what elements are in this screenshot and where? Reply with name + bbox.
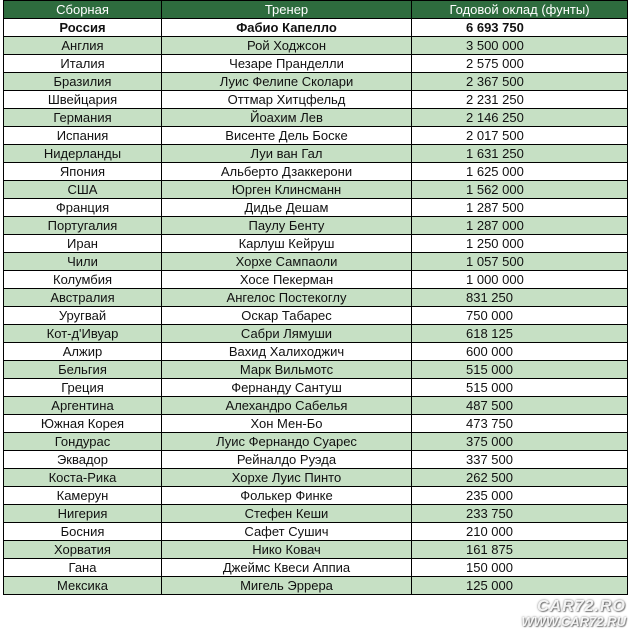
salary-cell: 1 562 000	[412, 181, 628, 199]
header-row	[4, 1, 628, 19]
table-row	[4, 343, 628, 361]
table-row	[4, 271, 628, 289]
team-cell: Уругвай	[4, 307, 162, 325]
team-cell: Алжир	[4, 343, 162, 361]
table-row	[4, 559, 628, 577]
team-cell: Италия	[4, 55, 162, 73]
team-cell: Россия	[4, 19, 162, 37]
salary-cell: 375 000	[412, 433, 628, 451]
team-cell: Гана	[4, 559, 162, 577]
coach-cell: Хорхе Сампаоли	[162, 253, 412, 271]
table-row	[4, 253, 628, 271]
table-row	[4, 397, 628, 415]
column-header-coach: Тренер	[162, 1, 412, 19]
column-header-salary: Годовой оклад (фунты)	[412, 1, 628, 19]
salary-cell: 1 625 000	[412, 163, 628, 181]
coach-cell: Хорхе Луис Пинто	[162, 469, 412, 487]
team-cell: Австралия	[4, 289, 162, 307]
coach-cell: Луис Фернандо Суарес	[162, 433, 412, 451]
table-row	[4, 523, 628, 541]
salary-cell: 233 750	[412, 505, 628, 523]
team-cell: Швейцария	[4, 91, 162, 109]
team-cell: Германия	[4, 109, 162, 127]
team-cell: Коста-Рика	[4, 469, 162, 487]
coach-cell: Ангелос Постекоглу	[162, 289, 412, 307]
team-cell: Иран	[4, 235, 162, 253]
coach-cell: Сафет Сушич	[162, 523, 412, 541]
table-row	[4, 415, 628, 433]
salary-cell: 1 057 500	[412, 253, 628, 271]
team-cell: Аргентина	[4, 397, 162, 415]
table-row	[4, 181, 628, 199]
table-row	[4, 505, 628, 523]
table-row	[4, 73, 628, 91]
coach-cell: Хон Мен-Бо	[162, 415, 412, 433]
table-row	[4, 487, 628, 505]
table-row	[4, 235, 628, 253]
salary-cell: 600 000	[412, 343, 628, 361]
coach-cell: Луи ван Гал	[162, 145, 412, 163]
salary-cell: 337 500	[412, 451, 628, 469]
team-cell: Чили	[4, 253, 162, 271]
table-row	[4, 325, 628, 343]
table-row	[4, 109, 628, 127]
salary-cell: 3 500 000	[412, 37, 628, 55]
team-cell: Эквадор	[4, 451, 162, 469]
coach-cell: Мигель Эррера	[162, 577, 412, 595]
team-cell: Камерун	[4, 487, 162, 505]
team-cell: Гондурас	[4, 433, 162, 451]
table-row	[4, 541, 628, 559]
coach-cell: Оттмар Хитцфельд	[162, 91, 412, 109]
team-cell: Мексика	[4, 577, 162, 595]
salary-cell: 6 693 750	[412, 19, 628, 37]
table-row	[4, 163, 628, 181]
coach-cell: Марк Вильмотс	[162, 361, 412, 379]
coach-cell: Фернанду Сантуш	[162, 379, 412, 397]
coach-cell: Фабио Капелло	[162, 19, 412, 37]
table-row	[4, 55, 628, 73]
team-cell: Колумбия	[4, 271, 162, 289]
salary-cell: 515 000	[412, 379, 628, 397]
coach-cell: Фолькер Финке	[162, 487, 412, 505]
coach-cell: Вахид Халиходжич	[162, 343, 412, 361]
table-row	[4, 451, 628, 469]
table-row	[4, 199, 628, 217]
salary-cell: 2 231 250	[412, 91, 628, 109]
team-cell: Греция	[4, 379, 162, 397]
coach-cell: Висенте Дель Боске	[162, 127, 412, 145]
salary-cell: 1 631 250	[412, 145, 628, 163]
coach-cell: Паулу Бенту	[162, 217, 412, 235]
table-row	[4, 19, 628, 37]
coach-cell: Стефен Кеши	[162, 505, 412, 523]
table-row	[4, 91, 628, 109]
coach-cell: Сабри Лямуши	[162, 325, 412, 343]
team-cell: Англия	[4, 37, 162, 55]
coach-cell: Рой Ходжсон	[162, 37, 412, 55]
table-row	[4, 469, 628, 487]
team-cell: Нидерланды	[4, 145, 162, 163]
salary-cell: 161 875	[412, 541, 628, 559]
salary-cell: 150 000	[412, 559, 628, 577]
team-cell: Франция	[4, 199, 162, 217]
salary-cell: 515 000	[412, 361, 628, 379]
table-row	[4, 577, 628, 595]
coach-cell: Луис Фелипе Сколари	[162, 73, 412, 91]
salary-cell: 831 250	[412, 289, 628, 307]
salary-cell: 1 287 500	[412, 199, 628, 217]
coach-cell: Альберто Дзаккерони	[162, 163, 412, 181]
salary-cell: 235 000	[412, 487, 628, 505]
team-cell: Босния	[4, 523, 162, 541]
team-cell: Хорватия	[4, 541, 162, 559]
coach-cell: Юрген Клинсманн	[162, 181, 412, 199]
salary-cell: 618 125	[412, 325, 628, 343]
coach-cell: Алехандро Сабелья	[162, 397, 412, 415]
watermark-logo: CAR72.RO	[537, 598, 626, 615]
team-cell: Португалия	[4, 217, 162, 235]
coach-cell: Рейналдо Руэда	[162, 451, 412, 469]
team-cell: Кот-д'Ивуар	[4, 325, 162, 343]
salary-cell: 2 146 250	[412, 109, 628, 127]
table-row	[4, 37, 628, 55]
team-cell: Бельгия	[4, 361, 162, 379]
team-cell: Нигерия	[4, 505, 162, 523]
salary-cell: 1 287 000	[412, 217, 628, 235]
salary-cell: 262 500	[412, 469, 628, 487]
coach-cell: Дидье Дешам	[162, 199, 412, 217]
salary-cell: 210 000	[412, 523, 628, 541]
table-row	[4, 433, 628, 451]
team-cell: Япония	[4, 163, 162, 181]
watermark-url: WWW.CAR72.RU	[521, 614, 626, 629]
coach-cell: Оскар Табарес	[162, 307, 412, 325]
salary-cell: 750 000	[412, 307, 628, 325]
salary-cell: 1 250 000	[412, 235, 628, 253]
salary-cell: 2 017 500	[412, 127, 628, 145]
salary-table	[3, 0, 628, 595]
team-cell: Бразилия	[4, 73, 162, 91]
salary-cell: 487 500	[412, 397, 628, 415]
team-cell: Испания	[4, 127, 162, 145]
watermark	[522, 599, 626, 629]
salary-cell: 1 000 000	[412, 271, 628, 289]
salary-cell: 2 367 500	[412, 73, 628, 91]
salary-cell: 2 575 000	[412, 55, 628, 73]
table-row	[4, 361, 628, 379]
table-row	[4, 145, 628, 163]
coach-cell: Чезаре Пранделли	[162, 55, 412, 73]
coach-cell: Хосе Пекерман	[162, 271, 412, 289]
table-row	[4, 307, 628, 325]
table-row	[4, 127, 628, 145]
salary-cell: 125 000	[412, 577, 628, 595]
salary-cell: 473 750	[412, 415, 628, 433]
coach-cell: Йоахим Лев	[162, 109, 412, 127]
column-header-team: Сборная	[4, 1, 162, 19]
table-row	[4, 289, 628, 307]
coach-cell: Джеймс Квеси Аппиа	[162, 559, 412, 577]
table-row	[4, 217, 628, 235]
coach-cell: Карлуш Кейруш	[162, 235, 412, 253]
coach-cell: Нико Ковач	[162, 541, 412, 559]
team-cell: США	[4, 181, 162, 199]
table-row	[4, 379, 628, 397]
team-cell: Южная Корея	[4, 415, 162, 433]
